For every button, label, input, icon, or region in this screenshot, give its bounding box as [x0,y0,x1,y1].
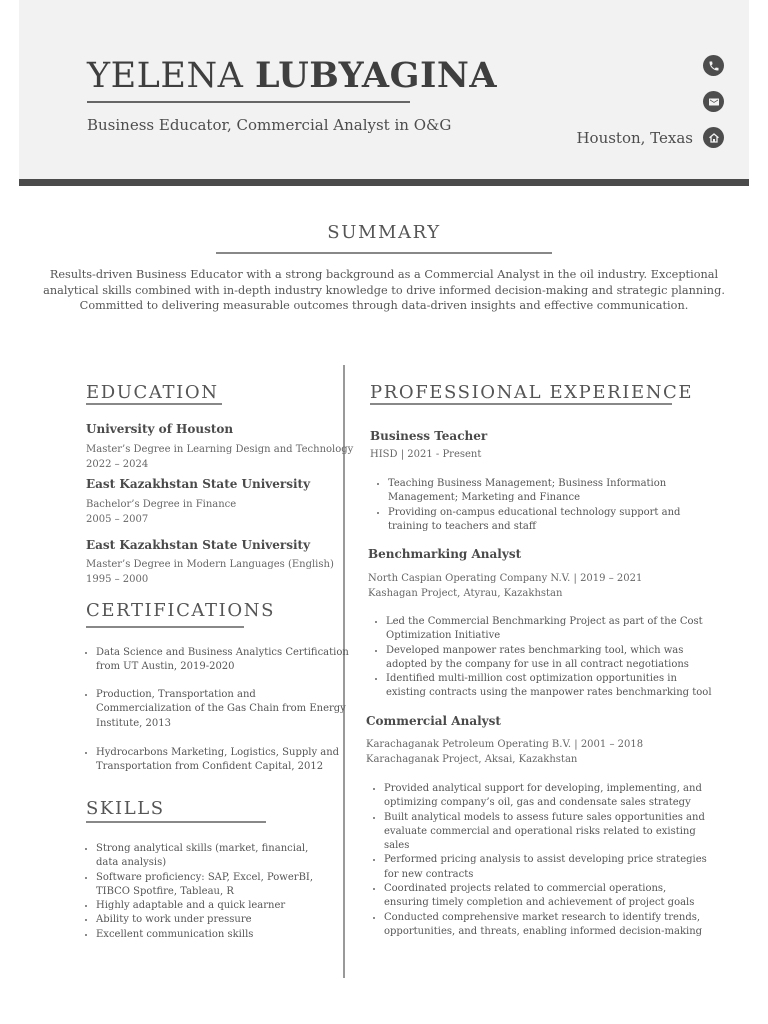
job-meta: HISD | 2021 - Present [370,449,482,460]
experience-heading: PROFESSIONAL EXPERIENCE [370,382,694,403]
list-item: • Ability to work under pressure [96,913,318,927]
job-bullets [373,477,704,534]
list-item: • Conducted comprehensive market research to identify trends, opportunities, and threats, enabling informed decision-making [384,911,714,940]
degree-dates: 1995 – 2000 [86,573,149,585]
job-title: Commercial Analyst [366,714,501,728]
job-meta [368,572,642,601]
full-name [87,56,497,96]
summary-heading: SUMMARY [327,222,441,243]
home-icon [703,127,724,148]
job-bullets [369,782,714,939]
summary-text: Results-driven Business Educator with a strong background as a Commercial Analyst in the oil industry. Exceptional analytical skills combined with in-depth industry knowledge to drive informed decision-making and strategic planning. Committed to delivering measurable outcomes through data-driven insights and effective communication. [43,268,725,312]
job-location: Karachaganak Project, Aksai, Kazakhstan [366,753,578,765]
degree [86,443,353,472]
list-item: • Coordinated projects related to commercial operations, ensuring timely completion and achievement of project goals [384,882,714,911]
list-item: • Performed pricing analysis to assist developing price strategies for new contracts [384,853,714,882]
list-item: • Teaching Business Management; Business Information Management; Marketing and Finance [388,477,704,506]
list-item: • Data Science and Business Analytics Certification from UT Austin, 2019-2020 [96,646,354,675]
degree [86,558,334,587]
header-divider [19,179,749,186]
job-bullets [371,615,716,701]
email-icon[interactable] [703,91,724,112]
skills-rule [86,821,266,823]
school-name: East Kazakhstan State University [86,538,311,552]
job-meta [366,738,643,767]
tagline: Business Educator, Commercial Analyst in O&G [87,116,452,134]
list-item: • Excellent communication skills [96,928,318,942]
list-item: • Software proficiency: SAP, Excel, PowerBI, TIBCO Spotfire, Tableau, R [96,871,318,900]
job-title: Business Teacher [370,429,488,443]
skills-list [81,842,318,942]
last-name: LUBYAGINA [255,55,497,96]
certifications-list [81,688,354,731]
location-text: Houston, Texas [576,129,693,147]
list-item: • Strong analytical skills (market, financial, data analysis) [96,842,318,871]
degree-title: Master’s Degree in Learning Design and Technology [86,444,354,455]
list-item: • Providing on-campus educational technology support and training to teachers and staff [388,506,704,535]
certifications-list [81,646,354,675]
list-item: • Identified multi-million cost optimization opportunities in existing contracts using the manpower rates benchmarking tool [386,672,716,701]
skills-heading: SKILLS [86,798,165,819]
experience-rule [370,403,672,405]
education-heading: EDUCATION [86,382,219,403]
job-company: North Caspian Operating Company N.V. | 2019 – 2021 [368,573,643,584]
name-underline [87,101,410,103]
certifications-rule [86,626,244,628]
list-item: • Production, Transportation and Commercialization of the Gas Chain from Energy Institute, 2013 [96,688,354,731]
list-item: • Provided analytical support for developing, implementing, and optimizing company’s oil, gas and condensate sales strategy [384,782,714,811]
job-title: Benchmarking Analyst [368,547,522,561]
list-item: • Developed manpower rates benchmarking tool, which was adopted by the company for use in all contract negotiations [386,644,716,673]
certifications-heading: CERTIFICATIONS [86,600,276,621]
list-item: • Hydrocarbons Marketing, Logistics, Supply and Transportation from Confident Capital, 2012 [96,746,354,775]
degree-title: Master’s Degree in Modern Languages (English) [86,559,334,570]
degree-dates: 2005 – 2007 [86,513,149,525]
school-name: University of Houston [86,422,234,436]
degree-title: Bachelor’s Degree in Finance [86,499,237,510]
list-item: • Built analytical models to assess future sales opportunities and evaluate commercial and operational risks related to existing sales [384,811,714,854]
school-name: East Kazakhstan State University [86,477,311,491]
list-item: • Led the Commercial Benchmarking Project as part of the Cost Optimization Initiative [386,615,716,644]
degree-dates: 2022 – 2024 [86,458,149,470]
job-company: Karachaganak Petroleum Operating B.V. | 2001 – 2018 [366,739,644,750]
first-name: YELENA [87,56,244,96]
phone-icon[interactable] [703,55,724,76]
education-rule [86,403,222,405]
summary-rule [216,252,552,254]
job-location: Kashagan Project, Atyrau, Kazakhstan [368,587,563,599]
certifications-list [81,746,354,775]
degree [86,498,236,527]
list-item: • Highly adaptable and a quick learner [96,899,318,913]
